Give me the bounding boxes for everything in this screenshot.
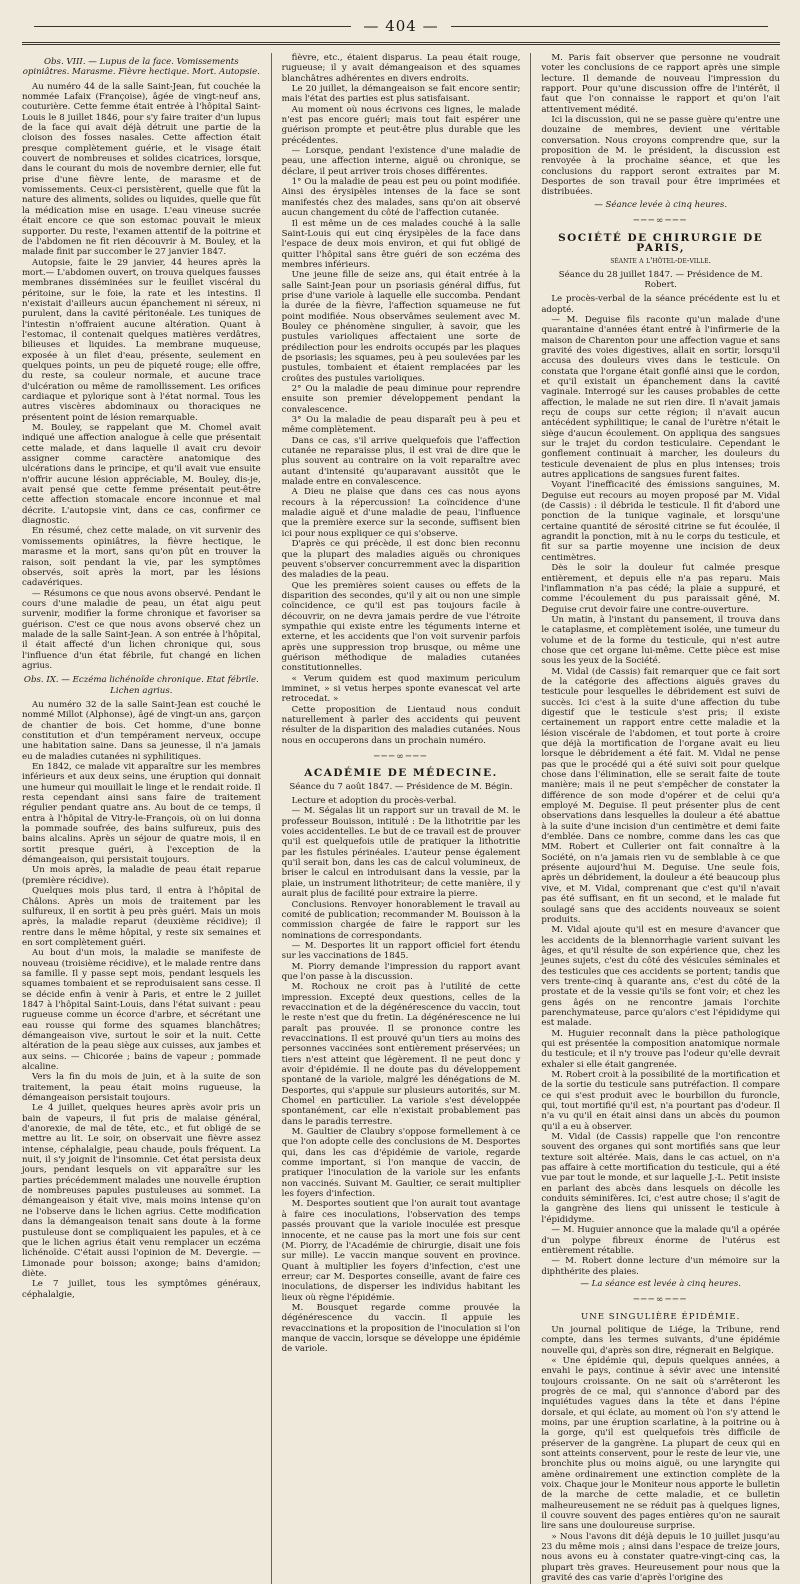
section-title-academie: ACADÉMIE DE MÉDECINE. [304,767,498,780]
paragraph: Un journal politique de Liége, la Tribune, rend compte, dans les termes suivants, d'une épidémie nouvelle qui, d'après son dire, régnerait en Belgique. [541,1324,780,1356]
paragraph: Cette proposition de Lientaud nous conduit naturellement à parler des accidents qui peuvent résulter de la disparition des maladies cutanées. Nous nous en occuperons dans un prochain numéro. [281,704,521,746]
paragraph: Ici la discussion, qui ne se passe guère qu'entre une douzaine de membres, devient une véritable conversation. Nous croyons comprendre que, sur la proposition de M. le président, la discussion est renvoyée à la prochaine séance, et que les conclusions du rapport seront extraites par M. Desportes de son travail pour être imprimées et distribuées. [541,115,780,198]
paragraph: M. Vidal (de Cassis) rappelle que l'on rencontre souvent des organes qui sont mortifiés sans que leur texture soit altérée. Mais, dans le cas actuel, on n'a pas affaire à cette mortification du testicule, qui a été vue par tout le monde, et sur laquelle J.-L. Petit insiste en parlant des abcès dans lesquels on décolle les conduits séminifères. Ici, c'est autre chose; il s'agit de la gangrène des liens qui unissent le testicule à l'épididyme. [541,1132,780,1225]
paragraph: M. Robert croit à la possibilité de la mortification et de la sortie du testicule sans putréfaction. Il compare ce qui s'est produit avec le bourbillon du furoncle, qui, tout mortifié qu'il est, n'a pourtant pas d'odeur. Il n'a vu qu'il en était ainsi dans un abcès du poumon qu'il a eu à observer. [541,1070,780,1132]
section-title-epidemie: UNE SINGULIÈRE ÉPIDÉMIE. [580,1311,741,1322]
paragraph: Le 7 juillet, tous les symptômes généraux, céphalalgie, [22,1279,261,1300]
paragraph: M. Desportes soutient que l'on aurait tout avantage à faire ces inoculations, l'observation des temps passés prouvant que la variole inoculée est presque innocente, et ne cause pas la mort une fois sur cent (M. Piorry, de l'Académie de chirurgie, disait une fois sur mille). Le vaccin manque souvent en province. Quant à multiplier les foyers d'infection, c'est une erreur; car M. Desportes conseille, avant de faire ces inoculations, de disperser les individus habitant les lieux où règne l'épidémie. [281,1199,521,1303]
header-rule-left [34,26,351,27]
paragraph: Un mois après, la maladie de peau était reparue (première récidive). [22,865,261,886]
closing-line: — La séance est levée à cinq heures. [580,1278,741,1289]
paragraph: Un matin, à l'instant du pansement, il trouva dans le cataplasme, et complètement isolée, une tumeur du volume et de la forme du testicule, qui n'est autre chose que cet organe lui-même. Cette pièce est mise sous les yeux de la Société. [541,614,780,667]
top-double-rule [22,42,780,45]
paragraph: Autopsie, faite le 29 janvier, 44 heures après la mort.— L'abdomen ouvert, on trouva quelques fausses membranes disséminées sur le feuillet viscéral du péritoine, sur le foie, la rate et les intestins. Il n'existait d'ailleurs aucun épanchement ni séreux, ni purulent, dans la cavité péritonéale. Les tuniques de l'intestin n'offraient aucune altération. Quant à l'estomac, il contenait quelques matières verdâtres, bilieuses et liquides. La membrane muqueuse, exposée à un filet d'eau, présente, seulement en quelques points, un peu de piqueté rouge; elle offre, du reste, sa couleur normale, et aucune trace d'ulcération ou même de ramollissement. Les orifices cardiaque et pylorique sont à l'état normal. Tous les autres viscères abdominaux ou thoraciques ne présentent point de lésion remarquable. [22,257,261,423]
page-number: — 404 — [363,17,439,35]
paragraph: En résumé, chez cette malade, on vit survenir des vomissements opiniâtres, la fièvre hectique, le marasme et la mort, sans qu'on pût en trouver la raison, soit pendant la vie, par les symptômes observés, soit après la mort, par les lésions cadavériques. [22,526,261,589]
paragraph: Dès le soir la douleur fut calmée presque entièrement, et depuis elle n'a pas reparu. Mais l'inflammation n'a pas cédé; la plaie a suppuré, et comme l'écoulement du pus paraissait gêné, M. Deguise crut devoir faire une contre-ouverture. [541,563,780,615]
paragraph: Le 20 juillet, la démangeaison se fait encore sentir; mais l'état des parties est plus satisfaisant. [281,84,521,105]
paragraph: — M. Robert donne lecture d'un mémoire sur la diphthérite des plaies. [541,1256,780,1277]
ornament-separator: ───∞─── [373,752,428,763]
paragraph: Au numéro 44 de la salle Saint-Jean, fut couchée la nommée Lafaix (Françoise), âgée de vingt-neuf ans, couturière. Cette femme était entrée à l'hôpital Saint-Louis le 8 juillet 1846, pour s'y faire traiter d'un lupus de la face qui avait déjà détruit une partie de la cloison des fosses nasales. Cette affection était presque complètement guérie, et le visage était couvert de nombreuses et solides cicatrices, lorsque, dans le courant du mois de novembre dernier, elle fut prise d'une fièvre lente, de marasme et de vomissements. Ceux-ci persistèrent, quelle que fût la nature des aliments, solides ou liquides, quelle que fût la médication mise en usage. L'eau vineuse sucrée était encore ce que son estomac pouvait le mieux supporter. Du reste, l'examen attentif de la poitrine et de l'abdomen ne fit rien découvrir à M. Bouley, et la malade finit par succomber le 27 janvier 1847. [22,81,261,258]
obs9-heading: Obs. IX. — Eczéma lichénoïde chronique. Etat fébrile. Lichen agrius. [23,675,259,696]
paragraph: M. Paris fait observer que personne ne voudrait voter les conclusions de ce rapport après une simple lecture. Il demande de nouveau l'impression du rapport. Pour qu'une discussion offre de l'intérêt, il faut que l'on connaisse le rapport et qu'on l'ait attentivement médité. [541,53,780,115]
paragraph: Quelques mois plus tard, il entra à l'hôpital de Châlons. Après un mois de traitement par les sulfureux, il en sortit à peu près guéri. Mais un mois après, la maladie reparut (deuxième récidive); il rentre dans le même hôpital, y reste six semaines et en sort complètement guéri. [22,886,261,948]
paragraph: M. Huguier reconnaît dans la pièce pathologique qui est présentée la composition anatomique normale du testicule; et il n'y trouve pas l'odeur qu'elle devrait exhaler si elle était gangrenée. [541,1028,780,1070]
paragraph: M. Vidal (de Cassis) fait remarquer que ce fait sort de la catégorie des affections aiguës graves du testicule pour lesquelles le débridement est suivi de succès. Ici c'est à la suite d'une affection du tube digestif que le testicule s'est pris; il existe certainement un rapport entre cette maladie et la lésion viscérale de l'abdomen, et tout porte à croire que déjà la mortification de l'organe avait eu lieu lorsque le débridement a été fait. M. Vidal ne pense pas que le procédé qui a été suivi soit pour quelque chose dans l'élimination, elle se serait faite de toute manière; mais il ne peut s'empêcher de constater la différence de son mode d'opérer et de celui qu'a employé M. Deguise. Il peut présenter plus de cent observations dans lesquelles la douleur a été abattue à la suite d'une incision d'un centimètre et demi faite d'emblée. Dans ce nombre, comme dans les cas que MM. Robert et Cullerier ont fait connaître à la Société, on n'a jamais rien vu de semblable à ce que présente aujourd'hui M. Deguise. Une seule fois, après un débridement, la douleur a été beaucoup plus vive, et M. Vidal, comprenant que c'est qu'il n'avait pas été suffisant, en fit un second, et le malade fut soulagé sans que des accidents nouveaux se soient produits. [541,666,780,925]
paragraph: 2° Ou la maladie de peau diminue pour reprendre ensuite son premier développement pendant la convalescence. [281,384,521,415]
header-rule-right [451,26,768,27]
paragraph: Lecture et adoption du procès-verbal. [291,796,457,807]
column-divider [271,53,272,1584]
paragraph: « Une épidémie qui, depuis quelques années, a envahi le pays, continue à sévir avec une intensité toujours croissante. On ne sait où s'arrêteront les progrès de ce mal, qui s'annonce d'abord par des inquiétudes vagues dans la tête et dans l'épine dorsale, et qui éclate, au moment où l'on s'y attend le moins, par une éruption scarlatine, à la poitrine ou à la gorge, qu'il est quelquefois très difficile de préserver de la gangrène. La plupart de ceux qui en sont atteints conservent, pour le reste de leur vie, une bronchite plus ou moins aiguë, ou une laryngite qui amène ordinairement une extinction complète de la voix. Chaque jour le Moniteur nous apporte le bulletin de la marche de cette maladie, et ce bulletin malheureusement ne se réduit pas à quelques lignes, il couvre souvent des pages entières qu'on ne saurait lire sans une douloureuse surprise. [541,1355,780,1532]
column-2 [282,53,521,1584]
obs8-heading: Obs. VIII. — Lupus de la face. Vomissements opiniâtres. Marasme. Fièvre hectique. Mort. Autopsie. [22,57,260,78]
paragraph: Au bout d'un mois, la maladie se manifeste de nouveau (troisième récidive), et le malade rentre dans sa famille. Il y passe sept mois, pendant lesquels les squames tombaient et se reproduisaient sans cesse. Il se décide enfin à venir à Paris, et entre le 2 juillet 1847 à l'hôpital Saint-Louis, dans l'état suivant : peau rugueuse comme un écorce d'arbre, et sécrétant une eau rousse qui forme des squames blanchâtres; démangeaison vive, surtout le soir et la nuit. Cette altération de la peau siège aux cuisses, aux jambes et aux seins. — Chicorée ; bains de vapeur ; pommade alcaline. [22,948,261,1072]
session-line: Séance du 7 août 1847. — Présidence de M. Bégin. [289,781,513,792]
paragraph: fièvre, etc., étaient disparus. La peau était rouge, rugueuse; il y avait démangeaison et des squames blanchâtres adhérentes en divers endroits. [281,53,521,84]
paragraph: Que les premières soient causes ou effets de la disparition des secondes, qu'il y ait ou non une simple coïncidence, ce qu'il est pas toujours facile à découvrir, on ne devra jamais perdre de vue l'étroite sympathie qui existe entre les téguments interne et externe, et les accidents que l'on voit survenir parfois après une suppression trop brusque, ou même une guérison méthodique de maladies cutanées constitutionnelles. [281,580,521,674]
columns [22,53,780,1584]
paragraph: En 1842, ce malade vit apparaître sur les membres inférieurs et aux deux seins, une éruption qui donnait une humeur qui mouillait le linge et le rendait roide. Il resta cependant ainsi sans faire de traitement régulier pendant quatre ans. Au bout de ce temps, il entra à l'hôpital de Vitry-le-François, où on lui donna la pommade soufrée, des bains sulfureux, puis des bains alcalins. Après un séjour de quatre mois, il en sortit presque guéri, à l'exception de la démangeaison, qui persistait toujours. [22,762,261,866]
paragraph: — M. Deguise fils raconte qu'un malade d'une quarantaine d'années étant entré à l'infirmerie de la maison de Charenton pour une affection vague et sans gravité des voies digestives, allait en sortir, lorsqu'il accusa des douleurs vives dans le testicule. On constata que l'organe était gonflé ainsi que le cordon, et qu'il existait un épanchement dans la cavité vaginale. Interrogé sur les causes probables de cette affection, le malade ne sut rien dire. Il n'avait jamais reçu de coups sur cette région; il n'avait aucun antécédent syphilitique; le canal de l'urètre n'était le siège d'aucun écoulement. On appliqua des sangsues sur le trajet du cordon testiculaire. Cependant le gonflement continuait à marcher, les douleurs du testicule devenaient de plus en plus intenses; trois autres applications de sangsues furent faites. [541,314,780,481]
paragraph: — M. Desportes lit un rapport officiel fort étendu sur les vaccinations de 1845. [281,940,521,962]
paragraph: 3° Ou la maladie de peau disparaît peu à peu et même complètement. [281,415,521,436]
page-header [22,14,780,38]
paragraph: Une jeune fille de seize ans, qui était entrée à la salle Saint-Jean pour un psoriasis général diffus, fut prise d'une variole à laquelle elle succomba. Pendant la durée de la fièvre, l'affection squameuse ne fut point modifiée. Nous observâmes seulement avec M. Bouley ce phénomène singulier, à savoir, que les pustules varioliques affectaient une sorte de prédilection pour les endroits occupés par les plaques de psoriasis; les squames, peu à peu soulevées par les pustules, tombaient et étaient remplacées par les croûtes des pustules varioliques. [281,270,521,384]
paragraph: Dans ce cas, s'il arrive quelquefois que l'affection cutanée ne reparaisse plus, il est vrai de dire que le plus souvent au contraire on la voit reparaître avec autant d'intensité qu'auparavant aussitôt que le malade entre en convalescence. [281,435,521,488]
paragraph: M. Gaultier de Claubry s'oppose formellement à ce que l'on adopte celle des conclusions de M. Desportes qui, dans les cas d'épidémie de variole, regarde comme important, si l'on manque de vaccin, de pratiquer l'inoculation de la variole sur les enfants non vaccinés. Suivant M. Gaultier, ce serait multiplier les foyers d'infection. [281,1127,521,1200]
paragraph: M. Bouley, se rappelant que M. Chomel avait indiqué une affection analogue à celle que présentait cette malade, et dans laquelle il avait cru devoir assigner comme caractère anatomique des ulcérations dans le principe, et qu'il avait vue ensuite n'offrir aucune lésion appréciable, M. Bouley, dis-je, avait pensé que cette femme présentait peut-être cette affection stomacale encore inconnue et mal décrite. L'autopsie vint, dans ce cas, confirmer ce diagnostic. [22,423,261,527]
paragraph: Il est même un de ces malades couché à la salle Saint-Louis qui eut cinq érysipèles de la face dans l'espace de deux mois environ, et qui fut obligé de quitter l'hôpital sans être guéri de son eczéma des membres inférieurs. [281,218,521,270]
paragraph: Voyant l'inefficacité des émissions sanguines, M. Deguise eut recours au moyen proposé par M. Vidal (de Cassis) : il débrida le testicule. Il fit d'abord une ponction de la tunique vaginale, et lorsqu'une certaine quantité de sérosité citrine se fut écoulée, il agrandit la ponction, mit à nu le corps du testicule, et fit sur sa partie moyenne une incision de deux centimètres. [541,480,780,563]
paragraph: « Verum quidem est quod maximum periculum imminet, » si vetus herpes sponte evanescat vel arte retrocedat. » [281,673,521,705]
paragraph: Vers la fin du mois de juin, et à la suite de son traitement, la peau était moins rugueuse, la démangeaison persistait toujours. [22,1072,261,1104]
paragraph: M. Piorry demande l'impression du rapport avant que l'on passe à la discussion. [281,961,521,982]
paragraph: Le procès-verbal de la séance précédente est lu et adopté. [541,294,780,315]
paragraph: Le 4 juillet, quelques heures après avoir pris un bain de vapeurs, il fut pris de malaise général, d'anorexie, de mal de tête, etc., et fut obligé de se mettre au lit. Le soir, on observait une fièvre assez intense, céphalalgie, peau chaude, pouls fréquent. La nuit, il s'y joignit de l'insomnie. Cet état persista deux jours, pendant lesquels on vit apparaître sur les parties précédemment malades une nouvelle éruption de nombreuses papules pustuleuses au sommet. La démangeaison y était vive, mais moins intense qu'on ne l'observe dans le lichen agrius. Cette modification dans la démangeaison tenait sans doute à la forme pustuleuse dont se compliquaient les papules, et à ce que le lichen agrius était venu remplacer un eczéma lichénoïde. C'était aussi l'opinion de M. Devergie. — Limonade pour boisson; axonge; bains d'amidon; diète. [22,1103,261,1279]
session-line: Séance du 28 juillet 1847. — Présidence de M. Robert. [558,269,763,290]
paragraph: M. Vidal ajoute qu'il est en mesure d'avancer que les accidents de la blennorrhagie varient suivant les âges, et qu'il résulte de son expérience que, chez les jeunes sujets, c'est du côté des vésicules séminales et des testicules que ces accidents se portent; tandis que vers trente-cinq à quarante ans, c'est du côté de la prostate et de la vessie qu'ils se font voir; et chez les gens âgés on ne rencontre jamais l'orchite parenchymateuse, parce qu'alors c'est l'épididyme qui est malade. [541,925,780,1029]
paragraph: » Nous l'avons dit déjà depuis le 10 juillet jusqu'au 23 du même mois ; ainsi dans l'espace de treize jours, nous avons eu à constater quatre-vingt-cinq cas, la plupart très graves. Heureusement pour nous que la gravité des cas varie d'après l'origine des [541,1531,780,1584]
paragraph: M. Rochoux ne croit pas à l'utilité de cette impression. Excepté deux questions, celles de la revaccination et de la dégénérescence du vaccin, tout le reste n'est que du fretin. La dégénérescence ne lui paraît pas prouvée. Il se prononce contre les revaccinations. Il est prouvé qu'un tiers au moins des personnes vaccinées sont entièrement préservées; un tiers n'est atteint que légèrement. Il ne peut donc y avoir d'épidémie. Il ne doute pas du développement spontané de la variole, malgré les dénégations de M. Desportes, qui s'appuie sur plusieurs autorités, sur M. Chomel en particulier. La variole s'est développée spontanément, car elle n'existait probablement pas dans le paradis terrestre. [281,982,521,1127]
ornament-separator: ───∞─── [633,1295,688,1306]
paragraph: — M. Huguier annonce que la malade qu'il a opérée d'un polype fibreux énorme de l'utérus est entièrement rétablie. [541,1225,780,1256]
paragraph: M. Bousquet regarde comme prouvée la dégénérescence du vaccin. Il appuie les revaccinations et la proposition de l'inoculation si l'on manque de vaccin, lorsque se développe une épidémie de variole. [281,1302,521,1355]
ornament-separator: ───∞─── [633,216,688,227]
column-1 [22,53,261,1584]
paragraph: D'après ce qui précède, il est donc bien reconnu que la plupart des maladies aiguës ou chroniques peuvent s'observer concurremment avec la disparition des maladies de la peau. [281,539,521,581]
section-subtitle: séante a l'hôtel-de-ville. [610,256,712,266]
paragraph: Conclusions. Renvoyer honorablement le travail au comité de publication; recommander M. Bouisson à la commission chargée de faire le rapport sur les nominations de correspondants. [281,899,521,941]
column-divider [530,53,531,1584]
column-3 [541,53,780,1584]
paragraph: — M. Ségalas lit un rapport sur un travail de M. le professeur Bouisson, intitulé : De la lithotritie par les voies accidentelles. Le but de ce travail est de prouver qu'il est quelquefois utile de pratiquer la lithotritie par les fistules périnéales. L'auteur pense également qu'il serait bon, dans les cas de calcul volumineux, de briser le calcul en introduisant dans la vessie, par la plaie, un instrument lithotriteur; de cette manière, il y aurait plus de facilité pour extraire la pierre. [281,806,521,900]
paragraph: — Lorsque, pendant l'existence d'une maladie de peau, une affection interne, aiguë ou chronique, se déclare, il peut arriver trois choses différentes. [281,146,521,177]
paragraph: A Dieu ne plaise que dans ces cas nous ayons recours à la répercussion! La coïncidence d'une maladie aiguë et d'une maladie de peau, l'influence que la première exerce sur la seconde, suffisent bien ici pour nous expliquer ce qui s'observe. [281,487,521,539]
paragraph: — Résumons ce que nous avons observé. Pendant le cours d'une maladie de peau, un état aigu peut survenir, modifier la forme chronique et favoriser sa guérison. C'est ce que nous avons observé chez un malade de la salle Saint-Jean. A son entrée à l'hôpital, il était affecté d'un lichen chronique qui, sous l'influence d'un état fébrile, fut changé en lichen agrius. [22,588,261,671]
paragraph: Au moment où nous écrivons ces lignes, le malade n'est pas encore guéri; mais tout fait espérer une guérison prompte et peut-être plus durable que les précédentes. [281,104,521,146]
section-title-societe: SOCIÉTÉ DE CHIRURGIE DE PARIS, [558,231,764,254]
closing-line: — Séance levée à cinq heures. [594,199,728,210]
paragraph: 1° Ou la maladie de peau est peu ou point modifiée. Ainsi des érysipèles intenses de la face se sont manifestés chez des malades, sans qu'on ait observé aucun changement du côté de l'affection cutanée. [281,177,521,219]
paragraph: Au numéro 32 de la salle Saint-Jean est couché le nommé Millot (Alphonse), âgé de vingt-un ans, garçon de chantier de bois. Cet homme, d'une bonne constitution et d'un tempérament nerveux, occupe une habitation saine. Dans sa jeunesse, il n'a jamais eu de maladies cutanées ni syphilitiques. [22,699,261,762]
